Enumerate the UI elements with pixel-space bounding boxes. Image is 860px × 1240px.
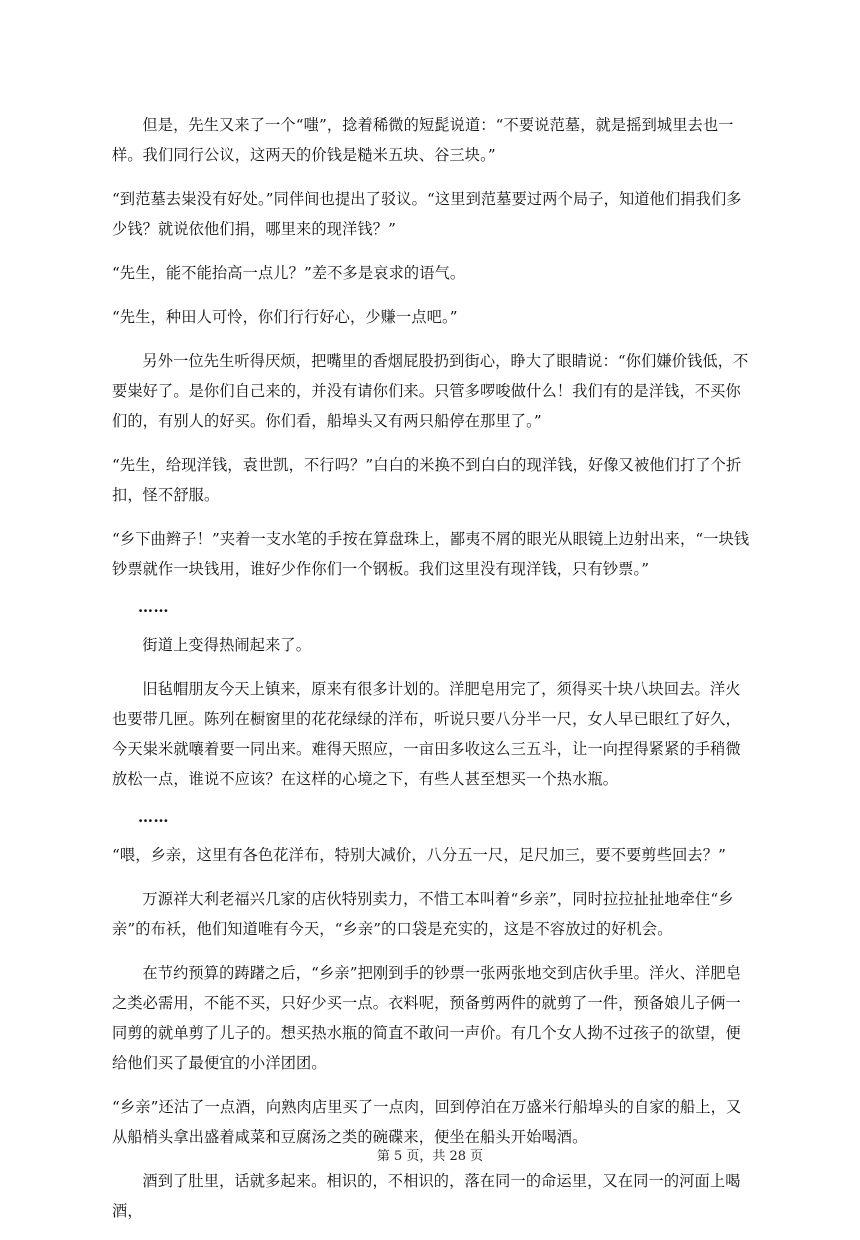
paragraph: 另外一位先生听得厌烦，把嘴里的香烟屁股扔到街心，睁大了眼睛说：“你们嫌价钱低，不要粜好了。是你们自己来的，并没有请你们来。只管多啰唆做什么！我们有的是洋钱，不买你们的，有别人的好买。你们看，船埠头又有两只船停在那里了。” [112,352,749,430]
ellipsis-break: …… [138,598,169,616]
page-footer: 第 5 页，共 28 页 [376,1149,484,1164]
paragraph: “喂，乡亲，这里有各色花洋布，特别大减价，八分五一尺，足尺加三，要不要剪些回去？” [112,846,726,864]
paragraph: 街道上变得热闹起来了。 [142,636,312,654]
document-body [112,110,752,1240]
paragraph: “先生，给现洋钱，袁世凯，不行吗？”白白的米换不到白白的现洋钱，好像又被他们打了个折扣，怪不舒服。 [112,456,742,504]
paragraph: 万源祥大利老福兴几家的店伙特别卖力，不惜工本叫着“乡亲”，同时拉拉扯扯地牵住“乡亲”的布袄，他们知道唯有今天，“乡亲”的口袋是充实的，这是不容放过的好机会。 [112,890,734,938]
paragraph: “到范墓去粜没有好处。”同伴间也提出了驳议。“这里到范墓要过两个局子，知道他们捐我们多少钱？就说依他们捐，哪里来的现洋钱？” [112,190,742,238]
paragraph: “乡下曲辫子！”夹着一支水笔的手按在算盘珠上，鄙夷不屑的眼光从眼镜上边射出来，“一块钱钞票就作一块钱用，谁好少作你们一个钢板。我们这里没有现洋钱，只有钞票。” [112,530,750,578]
paragraph: “乡亲”还沽了一点酒，向熟肉店里买了一点肉，回到停泊在万盛米行船埠头的自家的船上，又从船梢头拿出盛着咸菜和豆腐汤之类的碗碟来，便坐在船头开始喝酒。 [112,1098,742,1146]
paragraph: 但是，先生又来了一个“嗤”，捻着稀微的短髭说道：“不要说范墓，就是摇到城里去也一样。我们同行公议，这两天的价钱是糙米五块、谷三块。” [112,116,734,164]
ellipsis-break: …… [138,808,169,826]
paragraph: 在节约预算的踌躇之后，“乡亲”把刚到手的钞票一张两张地交到店伙手里。洋火、洋肥皂之类必需用，不能不买，只好少买一点。衣料呢，预备剪两件的就剪了一件，预备娘儿子俩一同剪的就单剪了儿子的。想买热水瓶的简直不敢问一声价。有几个女人拗不过孩子的欲望，便给他们买了最便宜的小洋团团。 [112,964,742,1072]
paragraph: “先生，能不能抬高一点儿？”差不多是哀求的语气。 [112,264,466,282]
paragraph: 旧毡帽朋友今天上镇来，原来有很多计划的。洋肥皂用完了，须得买十块八块回去。洋火也要带几匣。陈列在橱窗里的花花绿绿的洋布，听说只要八分半一尺，女人早已眼红了好久，今天粜米就嚷着要一同出来。难得天照应，一亩田多收这么三五斗，让一向捏得紧紧的手稍微放松一点，谁说不应该？在这样的心境之下，有些人甚至想买一个热水瓶。 [112,680,741,788]
paragraph: “先生，种田人可怜，你们行行好心，少赚一点吧。” [112,308,458,326]
paragraph: 酒到了肚里，话就多起来。相识的，不相识的，落在同一的命运里，又在同一的河面上喝酒， [112,1172,741,1220]
